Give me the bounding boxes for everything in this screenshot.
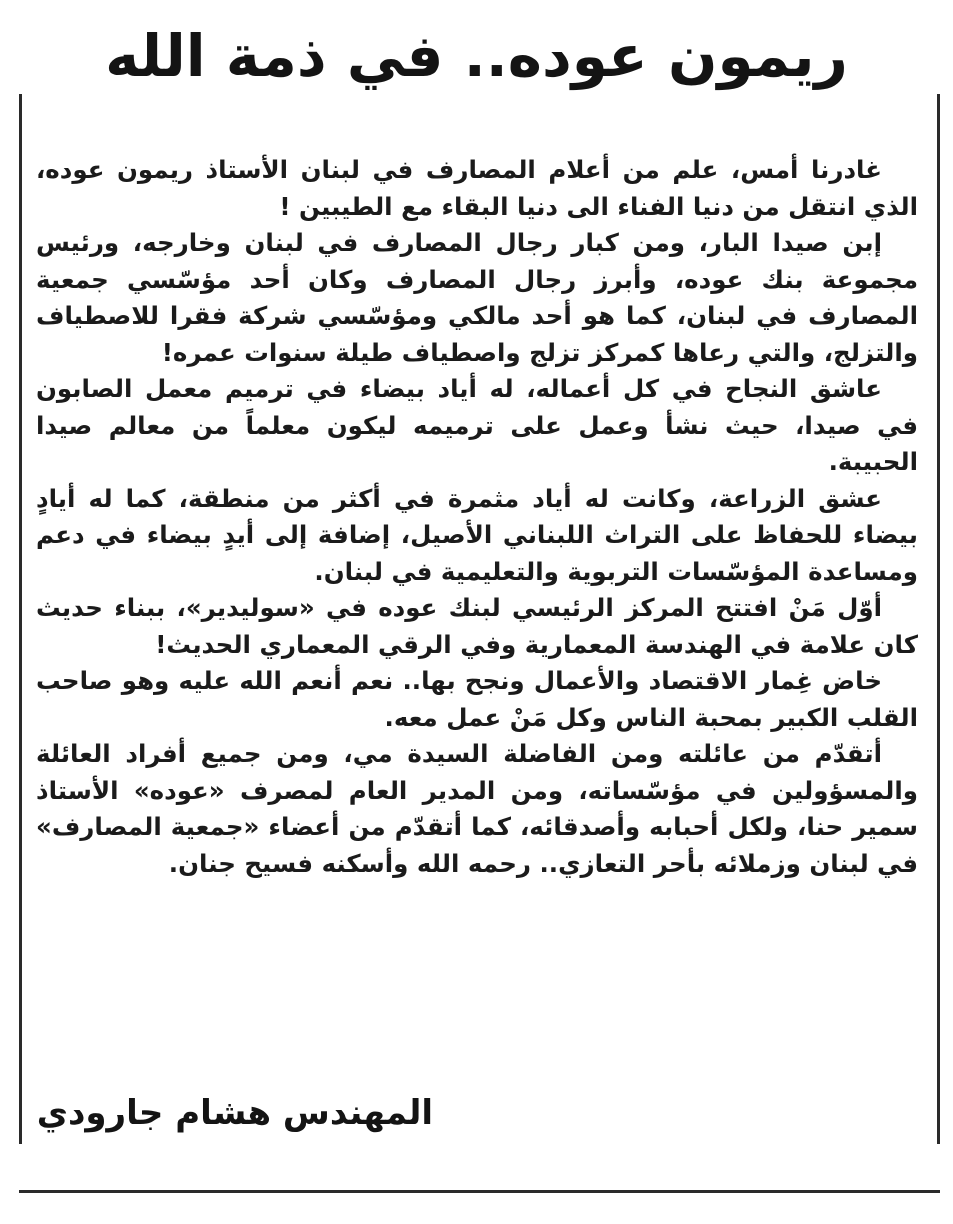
paragraph-5: أوّل مَنْ افتتح المركز الرئيسي لبنك عوده في «سوليدير»، ببناء حديث كان علامة في الهندسة المعمارية وفي الرقي المعماري الحديث! [36, 593, 918, 659]
paragraph-3: عاشق النجاح في كل أعماله، له أياد بيضاء في ترميم معمل الصابون في صيدا، حيث نشأ وعمل على ترميمه ليكون معلماً من معالم صيدا الحبيبة. [36, 374, 918, 476]
left-border-rule [19, 94, 22, 1144]
author-signature: المهندس هشام جارودي [36, 1093, 433, 1133]
paragraph-1: غادرنا أمس، علم من أعلام المصارف في لبنان الأستاذ ريمون عوده، الذي انتقل من دنيا الفناء الى دنيا البقاء مع الطيبين ! [36, 155, 918, 221]
article-body [36, 152, 918, 882]
paragraph-6: خاض غِمار الاقتصاد والأعمال ونجح بها.. نعم أنعم الله عليه وهو صاحب القلب الكبير بمحبة الناس وكل مَنْ عمل معه. [36, 666, 918, 732]
right-border-rule [937, 94, 940, 1144]
article-title: ريمون عوده.. في ذمة الله [105, 22, 848, 90]
bottom-divider-rule [19, 1190, 940, 1193]
paragraph-4: عشق الزراعة، وكانت له أياد مثمرة في أكثر من منطقة، كما له أيادٍ بيضاء للحفاظ على التراث اللبناني الأصيل، إضافة إلى أيدٍ بيضاء في دعم ومساعدة المؤسّسات التربوية والتعليمية في لبنان. [36, 483, 918, 586]
paragraph-7: أتقدّم من عائلته ومن الفاضلة السيدة مي، ومن جميع أفراد العائلة والمسؤولين في مؤسّساته، ومن المدير العام لمصرف «عوده» الأستاذ سمير حنا، ولكل أحبابه وأصدقائه، كما أتقدّم من أعضاء «جمعية المصارف» في لبنان وزملائه بأحر التعازي.. رحمه الله وأسكنه فسيح جنان. [36, 739, 918, 878]
paragraph-2: إبن صيدا البار، ومن كبار رجال المصارف في لبنان وخارجه، ورئيس مجموعة بنك عوده، وأبرز رجال المصارف وكان أحد مؤسّسي جمعية المصارف في لبنان، كما هو أحد مالكي ومؤسّسي شركة فقرا للاصطياف والتزلج، والتي رعاها كمركز تزلج واصطياف طيلة سنوات عمره! [36, 228, 918, 367]
